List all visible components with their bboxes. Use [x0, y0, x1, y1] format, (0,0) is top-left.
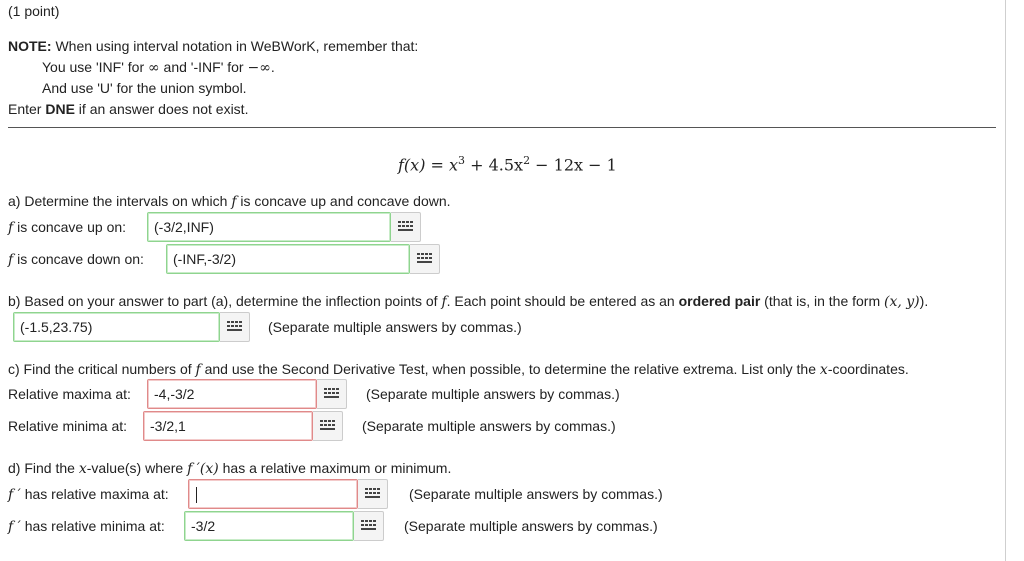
- keyboard-icon: [324, 388, 340, 400]
- keyboard-icon: [361, 520, 377, 532]
- part-a-prompt: a) Determine the intervals on which f is concave up and concave down.: [8, 193, 451, 210]
- fprime-minima-label: f ′ has relative minima at:: [8, 518, 165, 535]
- keyboard-icon: [417, 253, 433, 265]
- part-c-prompt: c) Find the critical numbers of f and use the Second Derivative Test, when possible, to determine the relative extrema. List only the x-coordinates.: [8, 361, 909, 378]
- divider: [8, 127, 996, 128]
- separate-hint: (Separate multiple answers by commas.): [366, 386, 620, 402]
- note-line-2: You use 'INF' for ∞ and '-INF' for −∞.: [42, 59, 275, 76]
- part-d-prompt: d) Find the x-value(s) where f ′(x) has a relative maximum or minimum.: [8, 460, 452, 477]
- separate-hint: (Separate multiple answers by commas.): [362, 418, 616, 434]
- equation-editor-button[interactable]: [358, 479, 388, 509]
- equation-editor-button[interactable]: [313, 411, 343, 441]
- keyboard-icon: [398, 221, 414, 233]
- fprime-maxima-input[interactable]: [188, 479, 358, 509]
- equation-editor-button[interactable]: [354, 511, 384, 541]
- note-label: NOTE:: [8, 38, 52, 54]
- equation-editor-button[interactable]: [220, 312, 250, 342]
- infinity-symbol: ∞: [148, 60, 160, 76]
- equation-editor-button[interactable]: [410, 244, 440, 274]
- separate-hint: (Separate multiple answers by commas.): [268, 319, 522, 335]
- relative-maxima-label: Relative maxima at:: [8, 386, 131, 402]
- neg-infinity-symbol: −∞: [247, 60, 271, 76]
- inflection-points-input[interactable]: (-1.5,23.75): [13, 312, 220, 342]
- fprime-maxima-label: f ′ has relative maxima at:: [8, 486, 169, 503]
- separate-hint: (Separate multiple answers by commas.): [409, 486, 663, 502]
- keyboard-icon: [320, 420, 336, 432]
- fprime-minima-input[interactable]: -3/2: [184, 511, 354, 541]
- concave-up-input[interactable]: (-3/2,INF): [147, 212, 391, 242]
- separate-hint: (Separate multiple answers by commas.): [404, 518, 658, 534]
- relative-maxima-input[interactable]: -4,-3/2: [147, 379, 317, 409]
- note-line-1: NOTE: When using interval notation in WeBWorK, remember that:: [8, 38, 419, 54]
- note-line-3: And use 'U' for the union symbol.: [42, 80, 247, 96]
- equation-editor-button[interactable]: [391, 212, 421, 242]
- relative-minima-input[interactable]: -3/2,1: [143, 411, 313, 441]
- relative-minima-label: Relative minima at:: [8, 418, 128, 434]
- equation-editor-button[interactable]: [317, 379, 347, 409]
- keyboard-icon: [227, 321, 243, 333]
- note-line-4: Enter DNE if an answer does not exist.: [8, 101, 249, 117]
- keyboard-icon: [365, 488, 381, 500]
- concave-down-label: f is concave down on:: [8, 251, 144, 268]
- part-b-prompt: b) Based on your answer to part (a), determine the inflection points of f. Each point should be entered as an ordered pair (that is, in the form (x, y)).: [8, 293, 929, 310]
- point-value: (1 point): [8, 3, 60, 19]
- concave-down-input[interactable]: (-INF,-3/2): [166, 244, 410, 274]
- function-definition: $f(x) = x^3 + 4.5x^2 - 12x - 1$: [398, 154, 617, 175]
- concave-up-label: f is concave up on:: [8, 219, 127, 236]
